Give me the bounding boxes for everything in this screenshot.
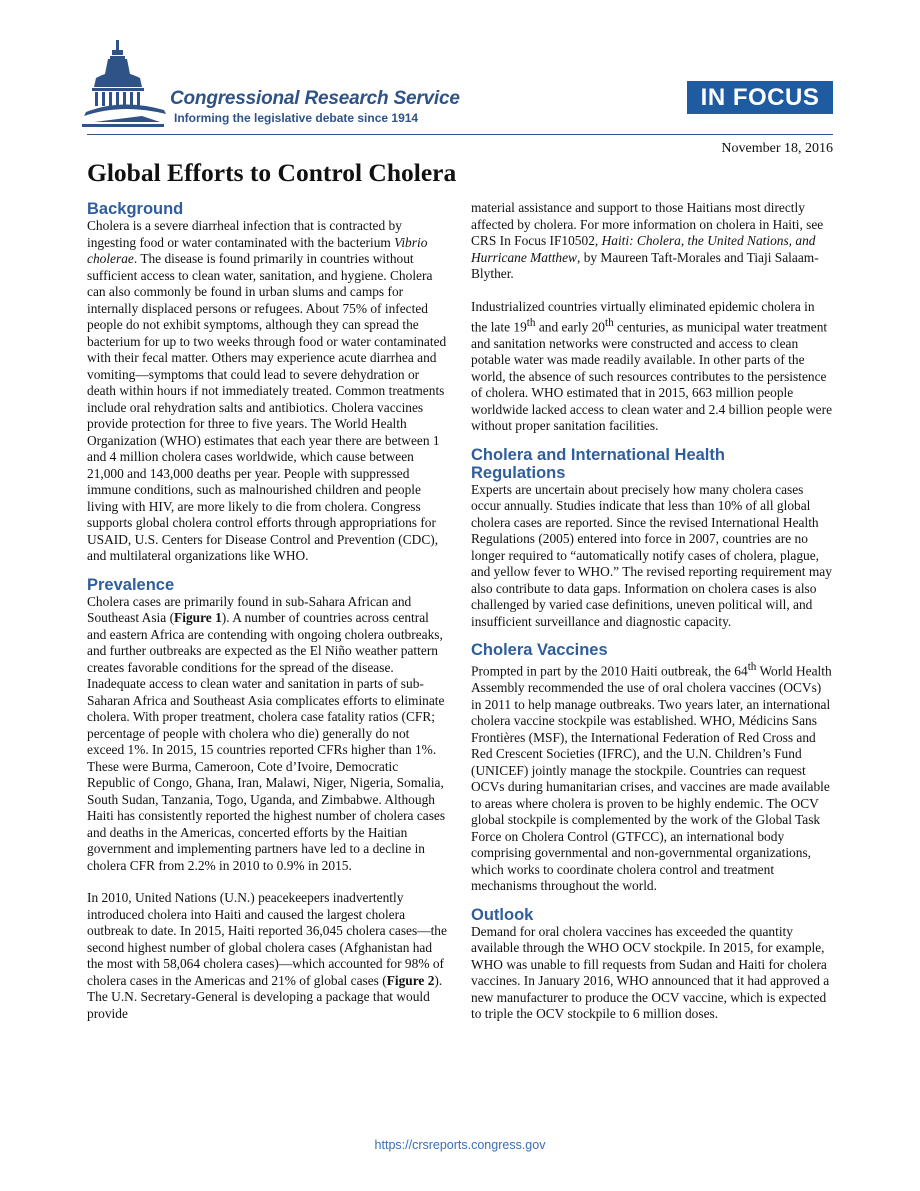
background-paragraph: Cholera is a severe diarrheal infection that is contracted by ingesting food or water contaminated with the bacterium Vibrio cholerae. The disease is found primarily in countries without sufficient access to clean water, sanitation, and hygiene. Cholera can also commonly be found in urban slums and camps for internally displaced persons or refugees. About 75% of infected people do not exhibit symptoms, although they can spread the bacterium for up to two weeks through food or water contaminated with their fecal matter. Others may experience acute diarrhea and vomiting—symptoms that could lead to severe dehydration or death within hours if not immediately treated. Common treatments include oral rehydration salts and antibiotics. Cholera vaccines provide protection for three to five years. The World Health Organization (WHO) estimates that each year there are between 1 and 4 million cholera cases worldwide, which cause between 21,000 and 143,000 deaths per year. People with suppressed immune conditions, such as malnourished children and people living with HIV, are more likely to die from cholera. Congress supports global cholera control efforts through appropriations for USAID, U.S. Centers for Disease Control and Prevention (CDC), and multilateral organizations like WHO. [87, 218, 447, 563]
prevalence-paragraph-3: Industrialized countries virtually eliminated epidemic cholera in the late 19th and early 20th centuries, as municipal water treatment and sanitation networks were constructed and access to clean potable water was made readily available. In other parts of the world, the absence of such resources contributes to the persistence of cholera. WHO estimated that in 2015, 663 million people worldwide lacked access to clean water and 2.4 billion people were without proper sanitation facilities. [471, 298, 833, 434]
page-header [0, 0, 920, 156]
vaccines-heading: Cholera Vaccines [471, 641, 608, 660]
vaccines-paragraph: Prompted in part by the 2010 Haiti outbreak, the 64th World Health Assembly recommended the use of oral cholera vaccines (OCVs) in 2011 to help manage outbreaks. Two years later, an international cholera vaccine stockpile was established. WHO, Médicins Sans Frontières (MSF), the International Federation of Red Cross and Red Crescent Societies (IFRC), and the U.N. Children’s Fund (UNICEF) jointly manage the stockpile. Countries can request OCVs during humanitarian crises, and vaccines are made available to areas where cholera is proven to be highly endemic. The OCV global stockpile is complemented by the work of the Global Task Force on Cholera Control (GTFCC), an international body comprising governmental and non-governmental organizations, which works to coordinate cholera control and treatment mechanisms throughout the world. [471, 661, 832, 894]
outlook-paragraph: Demand for oral cholera vaccines has exceeded the quantity available through the WHO OCV stockpile. In 2015, for example, WHO was unable to fill requests from Sudan and Haiti for cholera vaccines. In January 2016, WHO announced that it had approved a new manufacturer to produce the OCV vaccine, which is expected to triple the OCV stockpile to 6 million doses. [471, 923, 830, 1022]
prevalence-paragraph-2-continued: material assistance and support to those Haitians most directly affected by cholera. For more information on cholera in Haiti, see CRS In Focus IF10502, Haiti: Cholera, the United Nations, and Hurricane Matthew, by Maureen Taft-Morales and Tiaji Salaam-Blyther. [471, 200, 824, 281]
ihr-heading: Cholera and International Health Regulations [471, 445, 725, 482]
background-heading: Background [87, 200, 184, 218]
header-divider [87, 134, 833, 135]
footer-url: https://crsreports.congress.gov [374, 1138, 546, 1152]
in-focus-badge: IN FOCUS [687, 81, 833, 114]
prevalence-paragraph-2: In 2010, United Nations (U.N.) peacekeepers inadvertently introduced cholera into Haiti and caused the largest cholera outbreak to date. In 2015, Haiti reported 36,045 cholera cases—the second highest number of global cholera cases (Afghanistan had the most with 58,064 cholera cases)—which accounted for 98% of cholera cases in the Americas and 21% of global cases (Figure 2). The U.N. Secretary-General is developing a package that would provide [87, 890, 447, 1021]
prevalence-paragraph-1: Cholera cases are primarily found in sub-Sahara African and Southeast Asia (Figure 1). A number of countries across central and eastern Africa are contending with ongoing cholera outbreaks, and further outbreaks are expected as the El Niño weather pattern creates favorable conditions for the spread of the disease. Inadequate access to clean water and sanitation in parts of sub-Saharan Africa and Southeast Asia complicates efforts to eliminate cholera. With proper treatment, cholera case fatality ratios (CFR; percentage of people with cholera who die) generally do not exceed 1%. In 2015, 15 countries reported CFRs higher than 1%. These were Burma, Cameroon, Cote d’Ivoire, Democratic Republic of Congo, Ghana, Iran, Malawi, Niger, Nigeria, Somalia, South Sudan, Tanzania, Togo, Uganda, and Zimbabwe. Although Haiti has consistently reported the highest number of cholera cases and deaths in the Americas, concerted efforts by the Haitian government and implementing partners have led to a decline in cholera CFR from 2.2% in 2010 to 0.9% in 2015. [87, 593, 446, 873]
ihr-paragraph: Experts are uncertain about precisely how many cholera cases occur annually. Studies indicate that less than 10% of all global cholera cases are reported. Since the revised International Health Regulations (2005) entered into force in 2007, countries are no longer required to “automatically notify cases of cholera, plague, and yellow fever to WHO.” The revised reporting requirement may also contribute to data gaps. Information on cholera cases is also challenged by varied case definitions, uneven political will, and insufficient surveillance and diagnostic capacity. [471, 481, 832, 629]
page-title: Global Efforts to Control Cholera [87, 158, 457, 187]
outlook-heading: Outlook [471, 905, 534, 924]
publication-date: November 18, 2016 [721, 141, 833, 156]
org-tagline: Informing the legislative debate since 1914 [174, 111, 419, 125]
prevalence-heading: Prevalence [87, 575, 175, 594]
left-column [87, 200, 449, 1022]
right-column [471, 200, 833, 1023]
org-name: Congressional Research Service [170, 88, 460, 109]
